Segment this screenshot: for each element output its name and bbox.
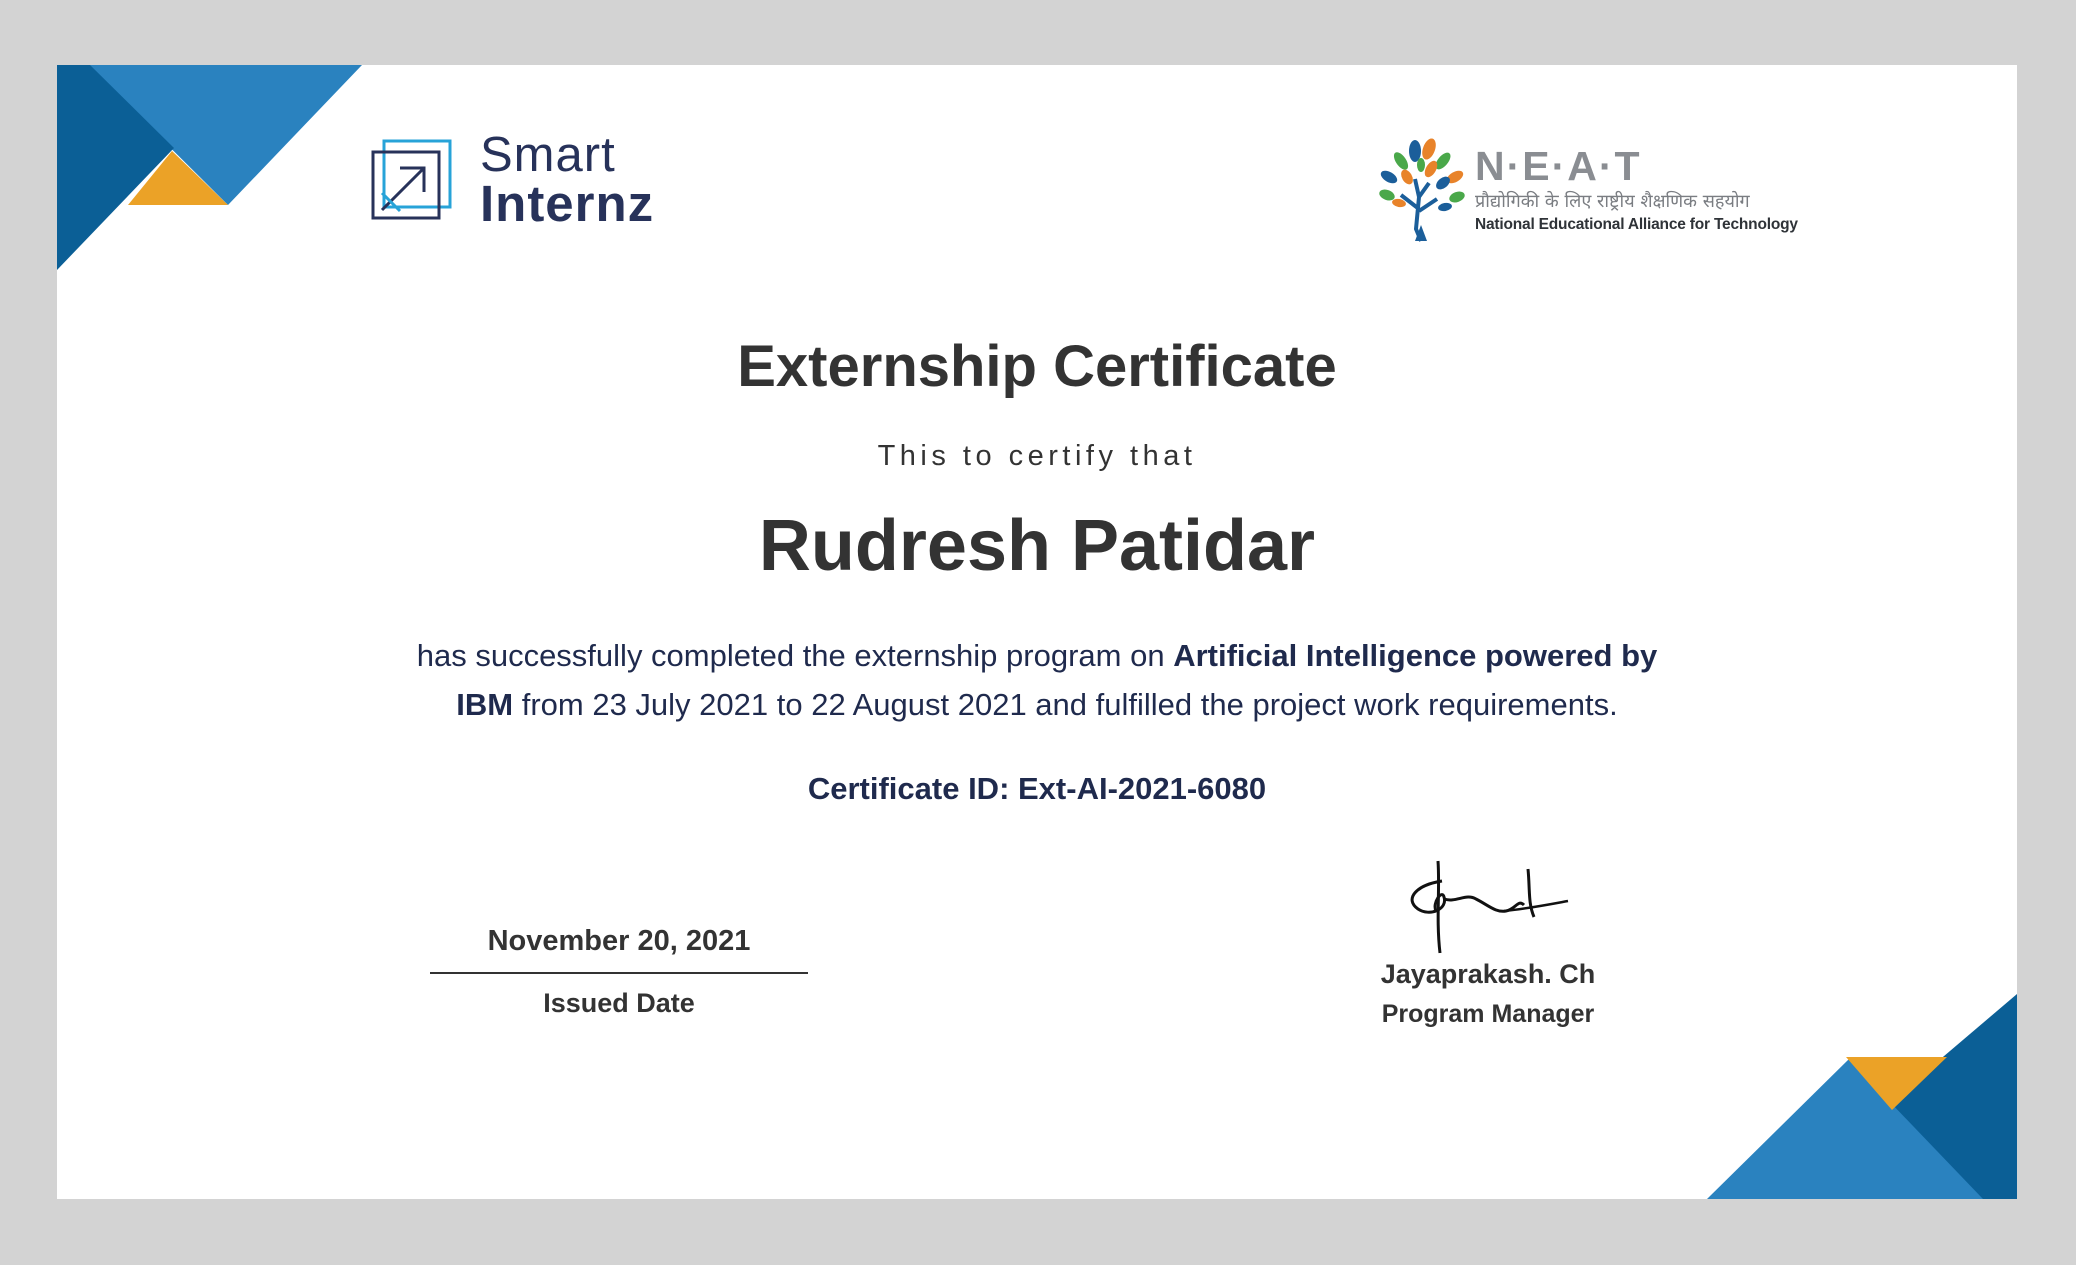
smart-internz-line2: Internz (480, 175, 655, 232)
program-name: Artificial Intelligence powered by IBM (456, 638, 1658, 722)
issued-date: November 20, 2021 (430, 925, 808, 974)
certify-intro: This to certify that (877, 440, 1197, 472)
issued-date-label: Issued Date (543, 988, 695, 1018)
top-left-corner-decoration (57, 65, 367, 270)
smart-internz-line1: Smart (480, 128, 616, 182)
signatory-block (1338, 859, 1638, 1029)
certificate-id: Certificate ID: Ext-AI-2021-6080 (807, 771, 1267, 806)
signature-icon (1396, 859, 1586, 955)
certificate-card (57, 65, 2017, 1199)
issued-date-block (430, 925, 808, 1019)
signatory-name: Jayaprakash. Ch (1380, 959, 1596, 989)
completion-statement (387, 631, 1687, 729)
certificate-title: Externship Certificate (737, 334, 1337, 399)
neat-tree-icon (1371, 137, 1471, 243)
statement-post: from 23 July 2021 to 22 August 2021 and fulfilled the project work requirements. (513, 687, 1618, 722)
signatory-role: Program Manager (1381, 1000, 1595, 1028)
smart-internz-mark-icon (370, 138, 454, 222)
statement-pre: has successfully completed the externship program on (416, 638, 1174, 673)
neat-full-name: National Educational Alliance for Technology (1475, 216, 1798, 233)
recipient-name: Rudresh Patidar (758, 506, 1316, 586)
bottom-right-corner-decoration (1707, 994, 2017, 1199)
neat-logo (1371, 137, 1798, 243)
neat-acronym: N·E·A·T (1475, 143, 1642, 189)
neat-hindi-name: प्रौद्योगिकी के लिए राष्ट्रीय शैक्षणिक सहयोग (1475, 191, 1750, 212)
smart-internz-logo (370, 128, 655, 232)
